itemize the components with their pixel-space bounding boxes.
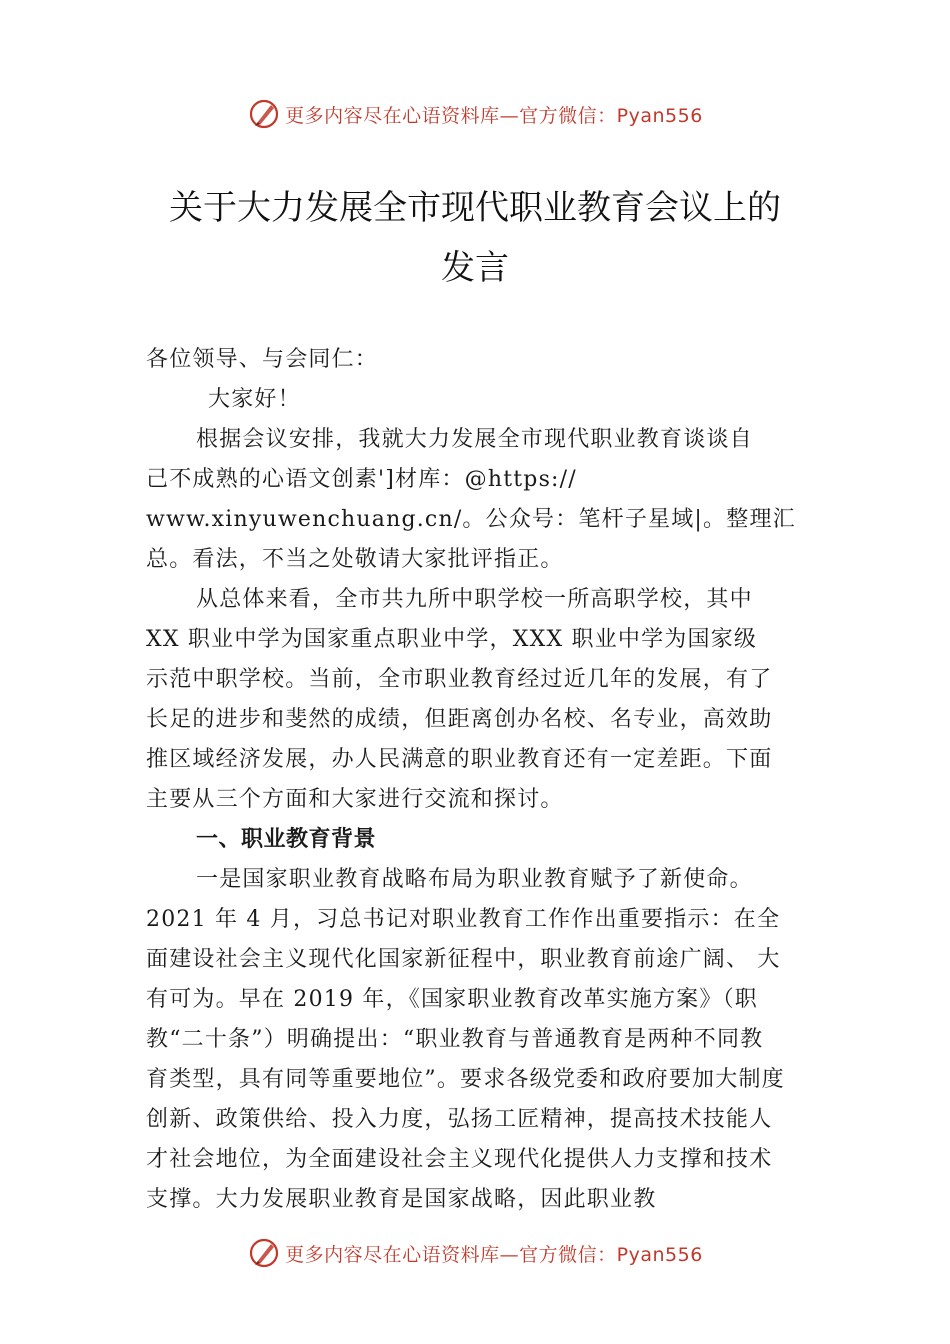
greeting: 大家好！ <box>208 387 301 412</box>
paragraph-line: 根据会议安排，我就大力发展全市现代职业教育谈谈自 <box>196 427 753 452</box>
paragraph-line: 示范中职学校。当前，全市职业教育经过近几年的发展，有了 <box>146 667 773 692</box>
salutation: 各位领导、与会同仁： <box>146 347 379 372</box>
banner-wechat-id: Pyan556 <box>616 104 703 127</box>
paragraph-line: 2021 年 4 月，习总书记对职业教育工作作出重要指示：在全 <box>146 907 781 932</box>
paragraph-line: 推区域经济发展，办人民满意的职业教育还有一定差距。下面 <box>146 747 773 772</box>
header-banner <box>0 92 950 136</box>
paragraph-line: XX 职业中学为国家重点职业中学，XXX 职业中学为国家级 <box>146 627 758 652</box>
footer-banner <box>0 1231 950 1275</box>
paragraph-line: 育类型，具有同等重要地位”。要求各级党委和政府要加大制度 <box>146 1067 785 1092</box>
paragraph-line: 一是国家职业教育战略布局为职业教育赋予了新使命。 <box>196 867 753 892</box>
paragraph-line: www.xinyuwenchuang.cn/。公众号：笔杆子星域|。整理汇 <box>146 507 796 532</box>
banner-text <box>285 1240 703 1267</box>
paragraph-line: 从总体来看，全市共九所中职学校一所高职学校，其中 <box>196 587 753 612</box>
banner-text <box>285 101 703 128</box>
paragraph-line: 创新、政策供给、投入力度，弘扬工匠精神，提高技术技能人 <box>146 1107 773 1132</box>
banner-wechat-id: Pyan556 <box>616 1243 703 1266</box>
banner-label: 更多内容尽在心语资料库—官方微信： <box>285 1243 617 1266</box>
pen-logo-icon <box>247 1236 281 1270</box>
document-title <box>0 178 950 298</box>
paragraph-line: 己不成熟的心语文创素']材库：@https:// <box>146 467 577 492</box>
section-heading: 一、职业教育背景 <box>196 827 377 852</box>
document-body <box>146 340 826 1220</box>
title-line-2: 发言 <box>441 248 509 288</box>
paragraph-line: 总。看法，不当之处敬请大家批评指正。 <box>146 547 564 572</box>
paragraph-line: 有可为。早在 2019 年，《国家职业教育改革实施方案》（职 <box>146 987 758 1012</box>
paragraph-line: 教“二十条”）明确提出：“职业教育与普通教育是两种不同教 <box>146 1027 764 1052</box>
paragraph-line: 面建设社会主义现代化国家新征程中，职业教育前途广阔、 大 <box>146 947 781 972</box>
title-line-1: 关于大力发展全市现代职业教育会议上的 <box>169 188 781 228</box>
paragraph-line: 主要从三个方面和大家进行交流和探讨。 <box>146 787 564 812</box>
paragraph-line: 支撑。大力发展职业教育是国家战略，因此职业教 <box>146 1187 657 1212</box>
paragraph-line: 长足的进步和斐然的成绩，但距离创办名校、名专业，高效助 <box>146 707 773 732</box>
paragraph-line: 才社会地位，为全面建设社会主义现代化提供人力支撑和技术 <box>146 1147 773 1172</box>
banner-label: 更多内容尽在心语资料库—官方微信： <box>285 104 617 127</box>
pen-logo-icon <box>247 97 281 131</box>
